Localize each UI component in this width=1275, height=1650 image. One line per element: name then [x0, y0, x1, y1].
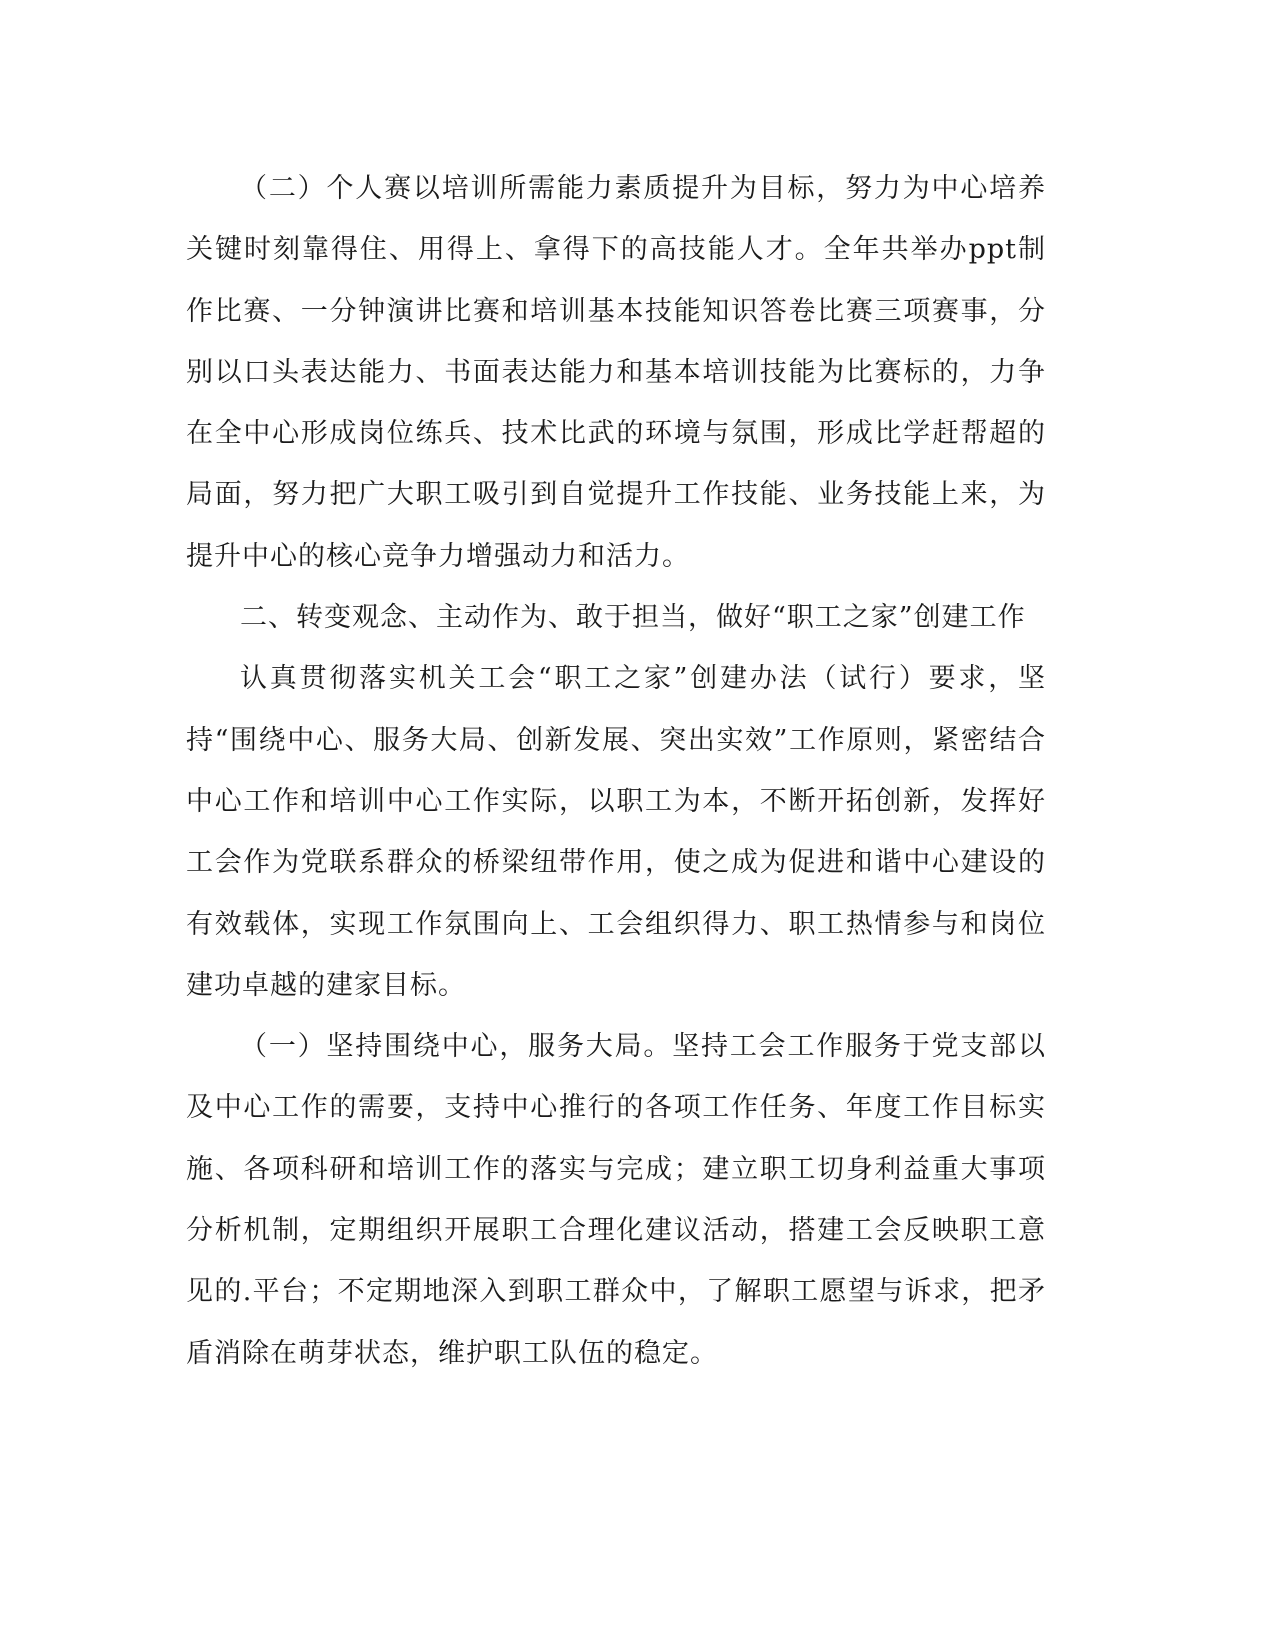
paragraph-workers-home-creation: 认真贯彻落实机关工会“职工之家”创建办法（试行）要求，坚持“围绕中心、服务大局、创新发展、突出实效”工作原则，紧密结合中心工作和培训中心工作实际，以职工为本，不断开拓创新，发挥好工会作为党联系群众的桥梁纽带作用，使之成为促进和谐中心建设的有效载体，实现工作氛围向上、工会组织得力、职工热情参与和岗位建功卓越的建家目标。 [186, 663, 1046, 1001]
paragraph-serve-center: （一）坚持围绕中心，服务大局。坚持工会工作服务于党支部以及中心工作的需要，支持中心推行的各项工作任务、年度工作目标实施、各项科研和培训工作的落实与完成；建立职工切身利益重大事项分析机制，定期组织开展职工合理化建议活动，搭建工会反映职工意见的.平台；不定期地深入到职工群众中，了解职工愿望与诉求，把矛盾消除在萌芽状态，维护职工队伍的稳定。 [186, 1031, 1046, 1369]
paragraph-individual-competition: （二）个人赛以培训所需能力素质提升为目标，努力为中心培养关键时刻靠得住、用得上、拿得下的高技能人才。全年共举办ppt制作比赛、一分钟演讲比赛和培训基本技能知识答卷比赛三项赛事，分别以口头表达能力、书面表达能力和基本培训技能为比赛标的，力争在全中心形成岗位练兵、技术比武的环境与氛围，形成比学赶帮超的局面，努力把广大职工吸引到自觉提升工作技能、业务技能上来，为提升中心的核心竞争力增强动力和活力。 [186, 173, 1046, 572]
document-body [186, 158, 1046, 1384]
section-heading-workers-home: 二、转变观念、主动作为、敢于担当，做好“职工之家”创建工作 [240, 602, 1026, 634]
